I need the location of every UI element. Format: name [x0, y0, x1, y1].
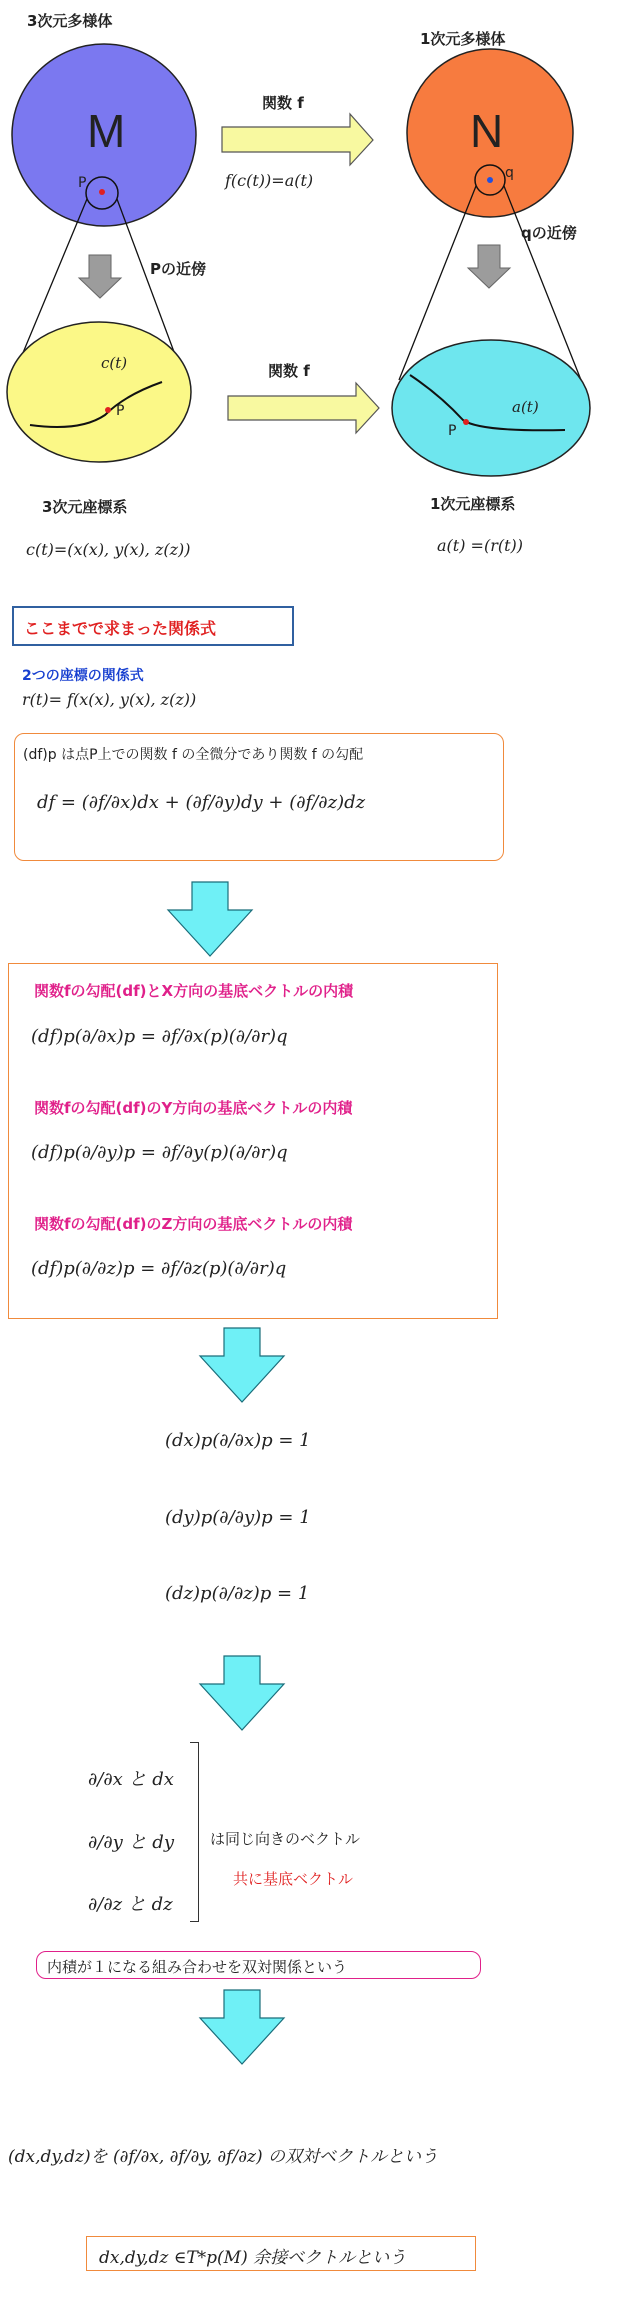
inner-product-box — [8, 963, 498, 1319]
cotangent-box — [86, 2236, 476, 2271]
right-arrow-bottom — [228, 383, 379, 433]
cyan-down-arrow-3 — [192, 1654, 292, 1734]
circle-N-label: N — [470, 105, 504, 157]
func-f-label-top: 関数 f — [262, 94, 304, 112]
pair-y: ∂/∂y と dy — [88, 1832, 174, 1853]
dz-eq: (dz)p(∂/∂z)p = 1 — [165, 1583, 310, 1604]
cyan-ellipse — [392, 340, 590, 476]
dual-relation-text: 内積が１になる組み合わせを双対関係という — [47, 1958, 348, 1976]
coord1-label: 1次元座標系 — [430, 495, 516, 513]
curve-c-point — [105, 407, 111, 413]
cyan-down-arrow-2 — [192, 1326, 292, 1406]
label-z: 関数fの勾配(df)のZ方向の基底ベクトルの内積 — [34, 1215, 353, 1233]
cyan-down-arrow-4 — [192, 1988, 292, 2068]
df-box — [14, 733, 504, 861]
p-neighborhood-label: Pの近傍 — [150, 260, 206, 278]
df-desc: (df)p は点P上での関数 f の全微分であり関数 f の勾配 — [23, 747, 364, 763]
gray-down-arrow-left — [79, 255, 121, 298]
yellow-ellipse — [7, 322, 191, 462]
dual-vector-text: (dx,dy,dz)を (∂f/∂x, ∂f/∂y, ∂f/∂z) の双対ベクトルという — [8, 2147, 438, 2167]
point-p-dot — [99, 189, 105, 195]
right-bracket — [190, 1742, 199, 1922]
dy-eq: (dy)p(∂/∂y)p = 1 — [165, 1507, 311, 1528]
both-basis-text: 共に基底ベクトル — [233, 1870, 354, 1888]
df-formula: df = (∂f/∂x)dx + (∂f/∂y)dy + (∂f/∂z)dz — [37, 792, 366, 813]
gray-down-arrow-right — [468, 245, 510, 288]
curve-a-point-label: P — [448, 423, 457, 439]
cyan-down-arrow-1 — [160, 880, 260, 960]
q-neighborhood-label: qの近傍 — [521, 224, 577, 242]
eq-z: (df)p(∂/∂z)p = ∂f/∂z(p)(∂/∂r)q — [31, 1258, 287, 1279]
a-def: a(t) =(r(t)) — [437, 536, 523, 555]
composition-label: f(c(t))=a(t) — [225, 171, 314, 190]
subheading: 2つの座標の関係式 — [22, 668, 144, 684]
point-q-label: q — [505, 165, 514, 181]
curve-c-label: c(t) — [101, 354, 128, 372]
coord3-label: 3次元座標系 — [42, 498, 128, 516]
curve-a-label: a(t) — [512, 398, 539, 416]
curve-c-point-label: P — [116, 403, 125, 419]
point-q-dot — [487, 177, 493, 183]
pair-x: ∂/∂x と dx — [88, 1769, 174, 1790]
eq-x: (df)p(∂/∂x)p = ∂f/∂x(p)(∂/∂r)q — [31, 1026, 288, 1047]
func-f-label-bottom: 関数 f — [268, 362, 310, 380]
dx-eq: (dx)p(∂/∂x)p = 1 — [165, 1430, 311, 1451]
same-direction-text: は同じ向きのベクトル — [210, 1830, 361, 1848]
three-manifold-title: 3次元多様体 — [27, 12, 113, 30]
r-def: r(t)= f(x(x), y(x), z(z)) — [22, 690, 197, 709]
dual-relation-box — [36, 1951, 481, 1979]
heading-box-text: ここまでで求まった関係式 — [24, 619, 217, 638]
label-y: 関数fの勾配(df)のY方向の基底ベクトルの内積 — [34, 1099, 353, 1117]
point-p-label: P — [78, 175, 87, 191]
c-def: c(t)=(x(x), y(x), z(z)) — [26, 540, 191, 559]
curve-a-point — [463, 419, 469, 425]
right-arrow-top — [222, 114, 373, 165]
eq-y: (df)p(∂/∂y)p = ∂f/∂y(p)(∂/∂r)q — [31, 1142, 288, 1163]
circle-M-label: M — [87, 105, 126, 157]
pair-z: ∂/∂z と dz — [88, 1894, 173, 1915]
heading-box — [12, 606, 294, 646]
label-x: 関数fの勾配(df)とX方向の基底ベクトルの内積 — [34, 982, 354, 1000]
cotangent-text: dx,dy,dz ∈T*p(M) 余接ベクトルという — [99, 2248, 407, 2268]
one-manifold-title: 1次元多様体 — [420, 30, 506, 48]
